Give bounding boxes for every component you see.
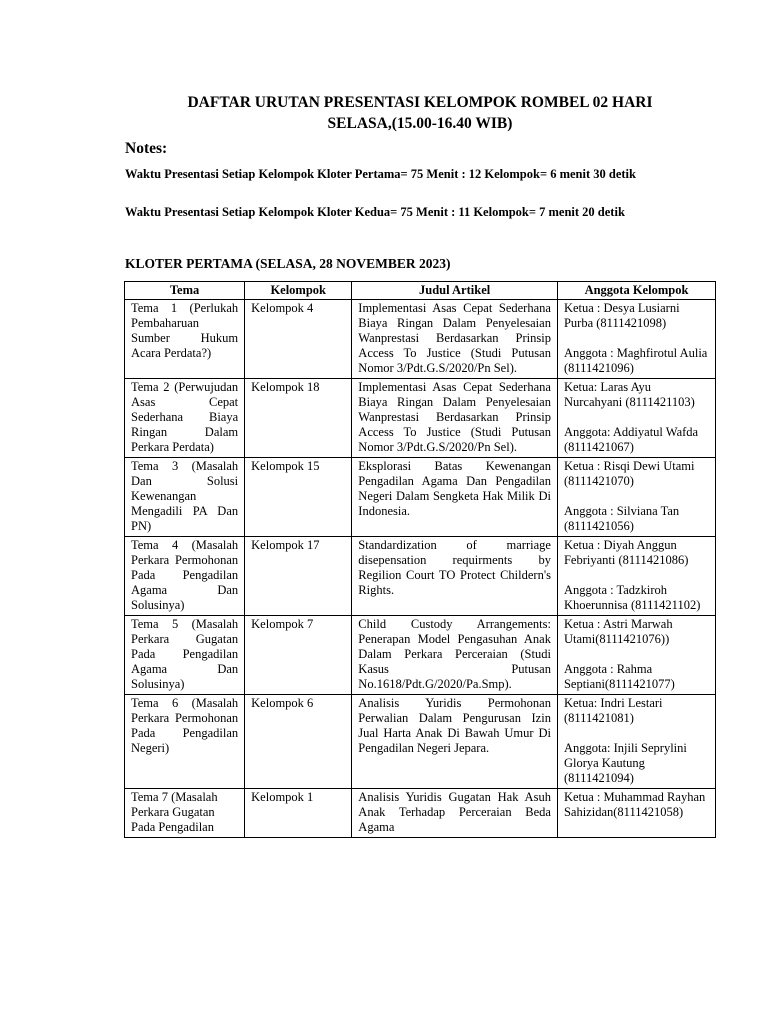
- cell-anggota: [557, 789, 715, 838]
- cell-anggota: [557, 300, 715, 379]
- notes-heading: Notes:: [125, 140, 168, 157]
- cell-anggota: [557, 616, 715, 695]
- note-kloter-kedua: Waktu Presentasi Setiap Kelompok Kloter Kedua= 75 Menit : 11 Kelompok= 7 menit 20 detik: [125, 205, 625, 219]
- cell-judul: Eksplorasi Batas Kewenangan Pengadilan Agama Dan Pengadilan Negeri Dalam Sengketa Hak Milik Di Indonesia.: [352, 458, 558, 537]
- title-line-1: DAFTAR URUTAN PRESENTASI KELOMPOK ROMBEL 02 HARI: [187, 94, 653, 111]
- cell-kelompok: Kelompok 17: [245, 537, 352, 616]
- table-row: [125, 695, 716, 789]
- cell-anggota: [557, 537, 715, 616]
- cell-judul: Implementasi Asas Cepat Sederhana Biaya Ringan Dalam Penyelesaian Wanprestasi Berdasarkan Prinsip Access To Justice (Studi Putusan Nomor 3/Pdt.G.S/2020/Pn Sel).: [352, 300, 558, 379]
- table-row: [125, 616, 716, 695]
- cell-tema: Tema 2 (Perwujudan Asas Cepat Sederhana Biaya Ringan Dalam Perkara Perdata): [125, 379, 245, 458]
- cell-kelompok: Kelompok 7: [245, 616, 352, 695]
- note-kloter-pertama: Waktu Presentasi Setiap Kelompok Kloter Pertama= 75 Menit : 12 Kelompok= 6 menit 30 detik: [125, 167, 636, 181]
- header-judul-artikel: Judul Artikel: [352, 282, 558, 300]
- cell-anggota: [557, 379, 715, 458]
- header-tema: Tema: [125, 282, 245, 300]
- cell-kelompok: Kelompok 4: [245, 300, 352, 379]
- table-row: [125, 379, 716, 458]
- cell-tema: Tema 7 (Masalah Perkara Gugatan Pada Pengadilan: [125, 789, 245, 838]
- header-anggota-kelompok: Anggota Kelompok: [557, 282, 715, 300]
- table-row: [125, 458, 716, 537]
- anggota-text: Anggota: Addiyatul Wafda (8111421067): [563, 425, 699, 454]
- cell-kelompok: Kelompok 1: [245, 789, 352, 838]
- cell-tema: Tema 4 (Masalah Perkara Permohonan Pada Pengadilan Agama Dan Solusinya): [125, 537, 245, 616]
- header-kelompok: Kelompok: [245, 282, 352, 300]
- cell-tema: Tema 3 (Masalah Dan Solusi Kewenangan Mengadili PA Dan PN): [125, 458, 245, 537]
- anggota-text: Anggota : Rahma Septiani(8111421077): [563, 662, 675, 691]
- cell-kelompok: Kelompok 15: [245, 458, 352, 537]
- cell-judul: Analisis Yuridis Gugatan Hak Asuh Anak Terhadap Perceraian Beda Agama: [352, 789, 558, 838]
- anggota-text: Anggota : Tadzkiroh Khoerunnisa (8111421102): [563, 583, 701, 612]
- document-title: [120, 92, 720, 134]
- title-line-2: SELASA,(15.00-16.40 WIB): [327, 115, 513, 132]
- cell-judul: Implementasi Asas Cepat Sederhana Biaya Ringan Dalam Penyelesaian Wanprestasi Berdasarkan Prinsip Access To Justice (Studi Putusan Nomor 3/Pdt.G.S/2020/Pn Sel).: [352, 379, 558, 458]
- ketua-text: Ketua: Indri Lestari (8111421081): [563, 696, 663, 725]
- table-row: [125, 300, 716, 379]
- anggota-text: Anggota : Silviana Tan (8111421056): [563, 504, 680, 533]
- cell-judul: Analisis Yuridis Permohonan Perwalian Dalam Pengurusan Izin Jual Harta Anak Di Bawah Umur Di Pengadilan Negeri Jepara.: [352, 695, 558, 789]
- schedule-table: [124, 281, 716, 838]
- ketua-text: Ketua : Desya Lusiarni Purba (8111421098): [563, 301, 680, 330]
- cell-kelompok: Kelompok 6: [245, 695, 352, 789]
- cell-kelompok: Kelompok 18: [245, 379, 352, 458]
- ketua-text: Ketua : Astri Marwah Utami(8111421076)): [563, 617, 673, 646]
- cell-judul: Standardization of marriage disepensation requirments by Regilion Court TO Protect Childern's Rights.: [352, 537, 558, 616]
- cell-tema: Tema 6 (Masalah Perkara Permohonan Pada Pengadilan Negeri): [125, 695, 245, 789]
- table-row: [125, 789, 716, 838]
- table-header-row: [125, 282, 716, 300]
- cell-tema: Tema 1 (Perlukah Pembaharuan Sumber Hukum Acara Perdata?): [125, 300, 245, 379]
- kloter-heading: KLOTER PERTAMA (SELASA, 28 NOVEMBER 2023): [125, 256, 451, 271]
- anggota-text: Anggota : Maghfirotul Aulia (8111421096): [563, 346, 708, 375]
- ketua-text: Ketua : Risqi Dewi Utami (8111421070): [563, 459, 695, 488]
- ketua-text: Ketua : Muhammad Rayhan Sahizidan(8111421058): [563, 790, 706, 819]
- ketua-text: Ketua : Diyah Anggun Febriyanti (8111421086): [563, 538, 689, 567]
- cell-judul: Child Custody Arrangements: Penerapan Model Pengasuhan Anak Dalam Perkara Perceraian (Studi Kasus Putusan No.1618/Pdt.G/2020/Pa.Smp).: [352, 616, 558, 695]
- cell-anggota: [557, 458, 715, 537]
- cell-tema: Tema 5 (Masalah Perkara Gugatan Pada Pengadilan Agama Dan Solusinya): [125, 616, 245, 695]
- anggota-text: Anggota: Injili Seprylini Glorya Kautung (8111421094): [563, 741, 687, 785]
- cell-anggota: [557, 695, 715, 789]
- ketua-text: Ketua: Laras Ayu Nurcahyani (8111421103): [563, 380, 695, 409]
- table-row: [125, 537, 716, 616]
